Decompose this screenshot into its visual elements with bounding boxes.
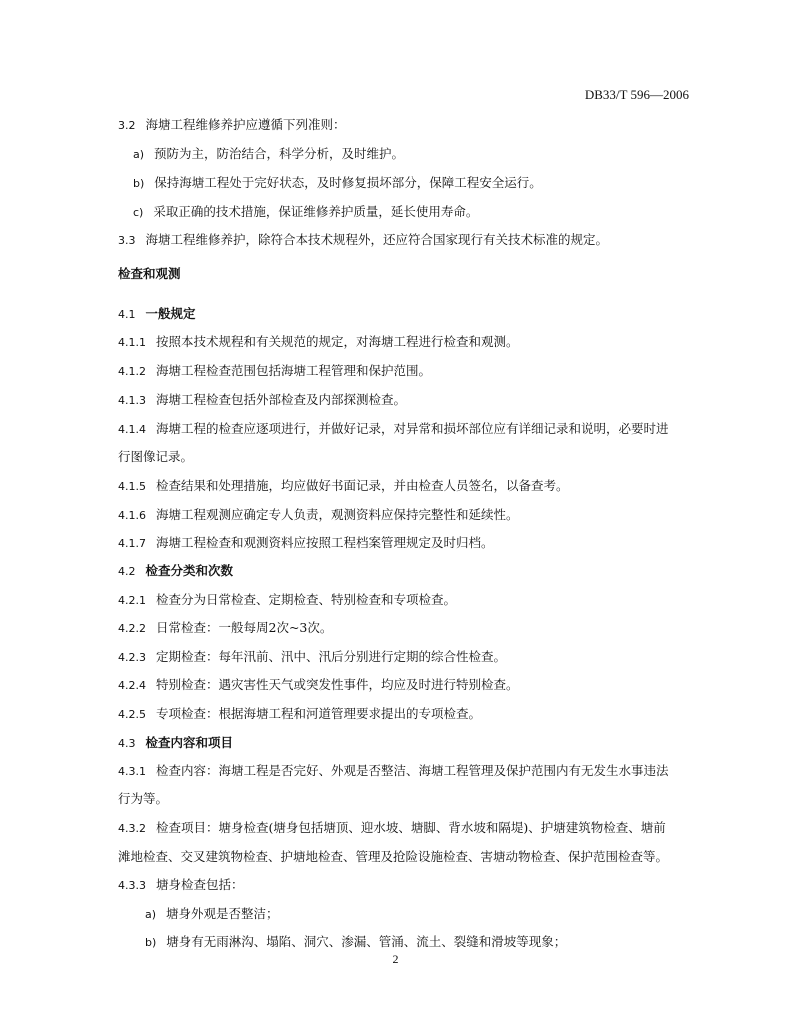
clause-4-2-1 (118, 592, 456, 609)
clause-number: 3.3 (118, 234, 136, 247)
page-number: 2 (392, 952, 399, 966)
clause-number: 4.1.5 (118, 480, 146, 493)
list-marker: b) (133, 177, 145, 190)
clause-number: 4.3 (118, 737, 136, 750)
clause-4-1-6 (118, 507, 519, 524)
clause-number: 4.2.1 (118, 594, 146, 607)
subsection-title: 检查内容和项目 (145, 735, 234, 750)
clause-text: 按照本技术规程和有关规范的规定，对海塘工程进行检查和观测。 (156, 334, 519, 349)
clause-3-3 (118, 232, 608, 249)
clause-number: 4.2.2 (118, 622, 146, 635)
clause-text: 塘身检查包括： (156, 877, 244, 892)
clause-text: 行为等。 (118, 791, 169, 806)
list-marker: a) (133, 148, 145, 161)
clause-number: 4.1 (118, 308, 136, 321)
subsection-heading-4-2 (118, 563, 233, 580)
list-item-c (133, 204, 478, 221)
clause-4-1-1 (118, 334, 519, 351)
clause-text: 检查结果和处理措施，均应做好书面记录，并由检查人员签名，以备查考。 (156, 478, 569, 493)
clause-4-3-1 (118, 763, 669, 780)
list-item-b (133, 175, 542, 192)
clause-text: 日常检查：一般每周2次~3次。 (156, 620, 333, 635)
list-item-a (145, 906, 279, 923)
clause-number: 4.2 (118, 565, 136, 578)
clause-number: 4.1.7 (118, 537, 146, 550)
clause-text: 滩地检查、交叉建筑物检查、护塘地检查、管理及抢险设施检查、害塘动物检查、保护范围检查等。 (118, 849, 669, 864)
subsection-title: 一般规定 (145, 306, 196, 321)
clause-number: 4.3.3 (118, 879, 146, 892)
clause-text: 海塘工程的检查应逐项进行，并做好记录，对异常和损坏部位应有详细记录和说明，必要时进 (156, 421, 669, 436)
section-heading (118, 266, 181, 282)
clause-text: 海塘工程维修养护，除符合本技术规程外，还应符合国家现行有关技术标准的规定。 (145, 232, 609, 247)
clause-4-1-4 (118, 421, 669, 438)
clause-number: 4.1.3 (118, 394, 146, 407)
list-item-a (133, 146, 404, 163)
clause-number: 4.3.1 (118, 765, 146, 778)
clause-text: 海塘工程检查包括外部检查及内部探测检查。 (156, 392, 407, 407)
subsection-heading-4-3 (118, 735, 233, 752)
clause-text: 特别检查：遇灾害性天气或突发性事件，均应及时进行特别检查。 (156, 677, 519, 692)
section-title: 检查和观测 (118, 266, 181, 281)
list-text: 保持海塘工程处于完好状态，及时修复损坏部分，保障工程安全运行。 (154, 175, 542, 190)
clause-text: 海塘工程观测应确定专人负责，观测资料应保持完整性和延续性。 (156, 507, 519, 522)
clause-number: 4.2.4 (118, 679, 146, 692)
clause-4-1-4-continued (118, 449, 193, 465)
clause-text: 海塘工程维修养护应遵循下列准则： (145, 117, 346, 132)
clause-text: 海塘工程检查和观测资料应按照工程档案管理规定及时归档。 (156, 535, 494, 550)
clause-4-2-4 (118, 677, 519, 694)
clause-text: 海塘工程检查范围包括海塘工程管理和保护范围。 (156, 363, 432, 378)
subsection-heading-4-1 (118, 306, 196, 323)
list-text: 塘身外观是否整洁； (166, 906, 279, 921)
list-marker: c) (133, 206, 144, 219)
clause-number: 4.2.3 (118, 651, 146, 664)
clause-number: 4.1.6 (118, 509, 146, 522)
clause-text: 专项检查：根据海塘工程和河道管理要求提出的专项检查。 (156, 706, 482, 721)
clause-text: 定期检查：每年汛前、汛中、汛后分别进行定期的综合性检查。 (156, 649, 507, 664)
clause-4-1-7 (118, 535, 494, 552)
clause-4-3-2-continued (118, 849, 668, 865)
clause-number: 3.2 (118, 119, 136, 132)
clause-text: 行图像记录。 (118, 449, 194, 464)
document-code: DB33/T 596—2006 (584, 87, 689, 102)
clause-4-3-1-continued (118, 791, 168, 807)
clause-number: 4.1.1 (118, 336, 146, 349)
clause-number: 4.1.4 (118, 423, 146, 436)
clause-text: 检查分为日常检查、定期检查、特别检查和专项检查。 (156, 592, 457, 607)
clause-3-2 (118, 117, 346, 134)
list-text: 塘身有无雨淋沟、塌陷、洞穴、渗漏、管涌、流土、裂缝和滑坡等现象； (166, 934, 567, 949)
list-item-b (145, 934, 566, 951)
clause-4-2-3 (118, 649, 506, 666)
clause-4-3-3 (118, 877, 244, 894)
clause-4-1-2 (118, 363, 431, 380)
clause-text: 检查内容：海塘工程是否完好、外观是否整洁、海塘工程管理及保护范围内有无发生水事违法 (156, 763, 669, 778)
clause-4-3-2 (118, 820, 666, 837)
clause-4-1-3 (118, 392, 406, 409)
list-marker: a) (145, 908, 157, 921)
clause-number: 4.3.2 (118, 822, 146, 835)
clause-4-1-5 (118, 478, 569, 495)
list-text: 采取正确的技术措施，保证维修养护质量，延长使用寿命。 (153, 204, 479, 219)
clause-number: 4.2.5 (118, 708, 146, 721)
clause-text: 检查项目：塘身检查(塘身包括塘顶、迎水坡、塘脚、背水坡和隔堤)、护塘建筑物检查、塘前 (156, 820, 666, 835)
clause-number: 4.1.2 (118, 365, 146, 378)
subsection-title: 检查分类和次数 (145, 563, 234, 578)
clause-4-2-5 (118, 706, 481, 723)
clause-4-2-2 (118, 620, 332, 637)
list-text: 预防为主，防治结合，科学分析，及时维护。 (154, 146, 405, 161)
list-marker: b) (145, 936, 157, 949)
